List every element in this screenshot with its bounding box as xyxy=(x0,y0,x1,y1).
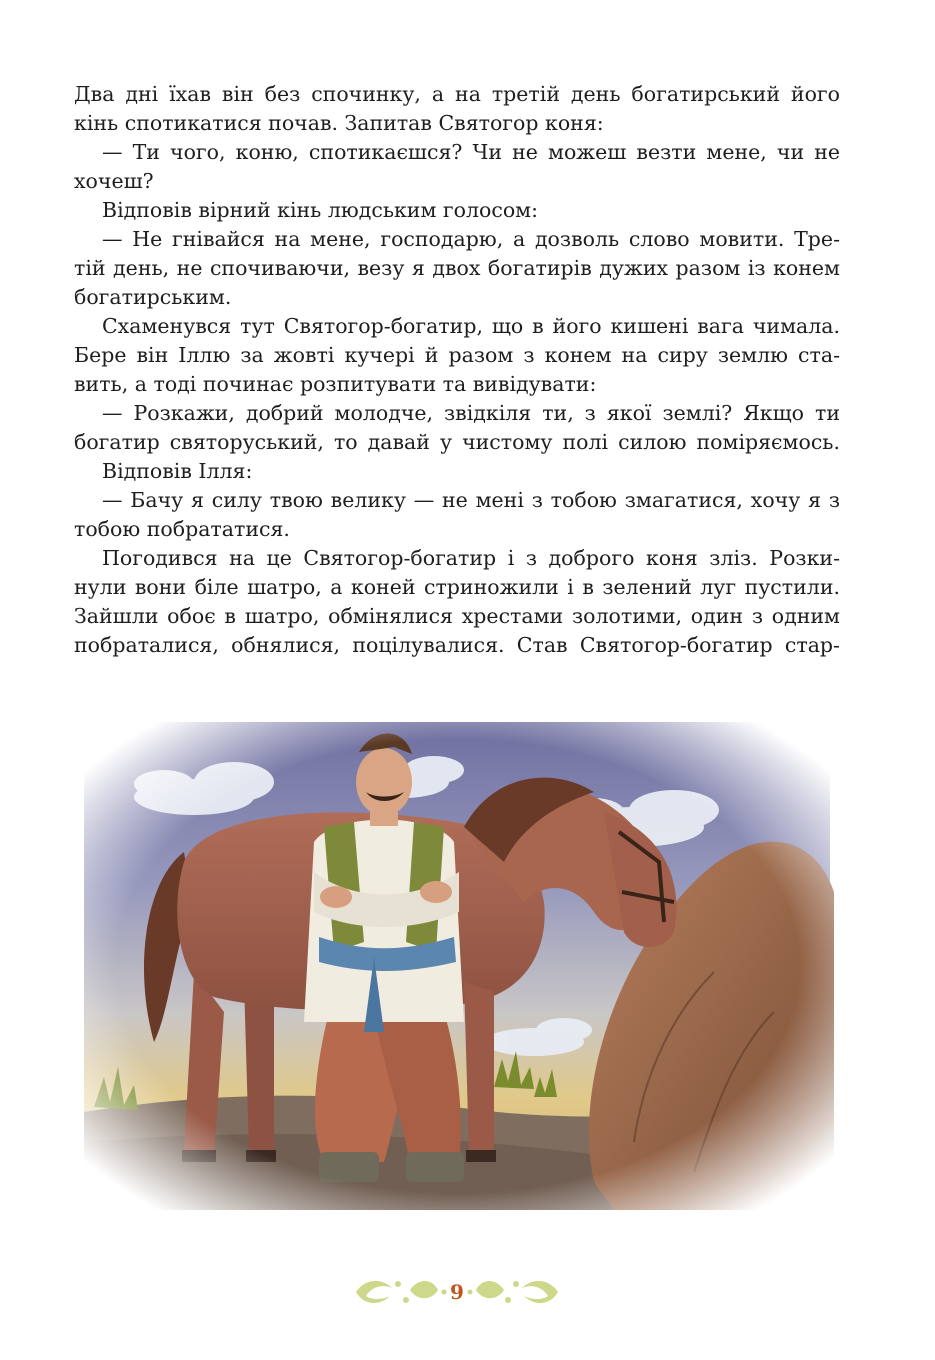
text-line: тій день, не спочиваючи, везу я двох богатирів дужих разом із конем xyxy=(74,256,840,280)
story-illustration xyxy=(74,712,840,1220)
text-line: — Не гнівайся на мене, господарю, а дозволь слово мовити. Тре- xyxy=(102,227,840,251)
text-line: кінь спотикатися почав. Запитав Святогор коня: xyxy=(74,111,604,135)
text-line: богатир святоруський, то давай у чистому полі силою поміряємось. xyxy=(74,430,840,454)
text-line: Бере він Іллю за жовті кучері й разом з конем на сиру землю ста- xyxy=(74,343,840,367)
page-footer xyxy=(352,1270,562,1314)
text-line: — Ти чого, коню, спотикаєшся? Чи не можеш везти мене, чи не xyxy=(102,140,840,164)
text-line: Відповів Ілля: xyxy=(102,459,253,483)
text-line: — Бачу я силу твою велику — не мені з тобою змагатися, хочу я з xyxy=(102,488,840,512)
text-line: — Розкажи, добрий молодче, звідкіля ти, з якої землі? Якщо ти xyxy=(102,401,840,425)
text-line: Схаменувся тут Святогор-богатир, що в його кишені вага чимала. xyxy=(102,314,840,338)
text-line: богатирським. xyxy=(74,285,232,309)
text-line: тобою побрататися. xyxy=(74,517,290,541)
text-line: Відповів вірний кінь людським голосом: xyxy=(102,198,539,222)
text-line: хочеш? xyxy=(74,169,154,193)
story-text xyxy=(74,80,840,660)
hero-with-horse-illustration xyxy=(74,712,840,1220)
text-line: вить, а тоді починає розпитувати та вивідувати: xyxy=(74,372,597,396)
page-number: 9 xyxy=(450,1280,464,1304)
text-line: Погодився на це Святогор-богатир і з доброго коня зліз. Розки- xyxy=(102,546,840,570)
text-line: Два дні їхав він без спочинку, а на третій день богатирський його xyxy=(74,82,840,106)
text-line: Зайшли обоє в шатро, обмінялися хрестами золотими, один з одним xyxy=(74,604,840,628)
text-line: нули вони біле шатро, а коней стриножили і в зелений луг пустили. xyxy=(74,575,840,599)
text-line: побраталися, обнялися, поцілувалися. Став Святогор-богатир стар- xyxy=(74,633,840,657)
